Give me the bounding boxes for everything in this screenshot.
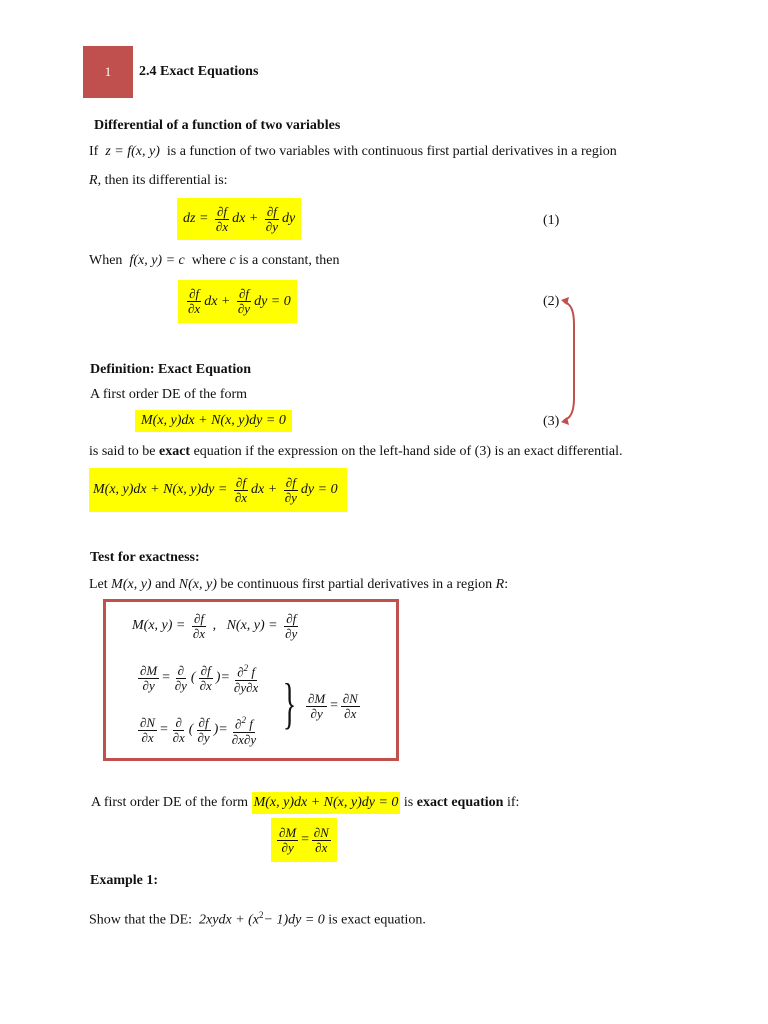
text-when: When [89,253,123,268]
example-heading: Example 1: [90,873,159,888]
paragraph-when [89,252,339,270]
frac-df-dy: $\frac{\partial f}{\partial y}$ [265,203,278,234]
example-line [89,906,426,930]
equation-1-label: (1) [543,213,560,228]
right-brace: } [282,673,297,735]
frac-df-dx-4: $\frac{\partial f}{\partial x}$ [234,474,248,505]
condition-line [91,792,519,814]
text-equation-if: equation if the expression on the left-hand side of (3) is an exact differential. [193,444,623,459]
section-title: 2.4 Exact Equations [139,64,259,79]
frac-d-dx: $\frac{\partial}{\partial x}$ [172,714,185,745]
frac-df-dx-inner: $\frac{\partial f}{\partial x}$ [199,662,212,693]
text-if: If [89,144,99,159]
equation-2: $\frac{\partial f}{\partial x}$ dx + $\frac{\partial f}{\partial y}$ dy = 0 [178,280,297,323]
math-z-equals-f: z = f(x, y) [105,144,160,159]
frac-d2f-dxdy: $\frac{\partial^2 f}{\partial x\partial y}$ [231,715,257,747]
text-exact: exact [159,444,191,459]
condition-fraction-equation: $\frac{\partial M}{\partial y}$ = $\frac{\partial N}{\partial x}$ [271,818,337,862]
box-condition: $\frac{\partial M}{\partial y}$ = $\frac{\partial N}{\partial x}$ [308,690,358,721]
frac-d-dy: $\frac{\partial}{\partial y}$ [174,662,187,693]
text-function-description: is a function of two variables with continuous first partial derivatives in a region [166,144,617,159]
text-first-order: A first order DE of the form [91,795,249,810]
text-be-continuous: be continuous first partial derivatives in a region [220,577,493,592]
frac-df-dx: $\frac{\partial f}{\partial x}$ [215,203,229,234]
frac-dN-dx-2: $\frac{\partial N}{\partial x}$ [342,690,358,721]
box-M: M(x, y) = [132,618,186,633]
frac-df-dx-2: $\frac{\partial f}{\partial x}$ [188,286,201,316]
frac-dM-dy-2: $\frac{\partial M}{\partial y}$ [308,690,326,721]
equation-4: M(x, y)dx + N(x, y)dy = $\frac{\partial f}{\partial x}$ dx + $\frac{\partial f}{\partial y}$ dy = 0 [89,468,347,512]
box-line-M-N: M(x, y) = $\frac{\partial f}{\partial x}$ , N(x, y) = $\frac{\partial f}{\partial y}$ [132,610,298,641]
definition-line-2 [89,443,623,461]
math-M: M(x, y) [111,577,152,592]
math-R: R [89,173,98,188]
test-heading: Test for exactness: [90,550,200,565]
text-is-said: is said to be [89,444,156,459]
frac-df-dy-box: $\frac{\partial f}{\partial y}$ [285,610,298,641]
page-number: 1 [104,64,112,79]
equation-3-text: M(x, y)dx + N(x, y)dy = 0 [141,413,286,428]
text-where: where [191,253,226,268]
paragraph-line-1 [89,143,617,161]
text-exact-equation: exact equation [416,795,504,810]
box-N: N(x, y) = [226,618,278,633]
equation-1: dz = $\frac{\partial f}{\partial x}$ dx + $\frac{\partial f}{\partial y}$ dy [177,198,301,240]
paragraph-line-2 [89,172,228,190]
frac-d2f-dydx: $\frac{\partial^2 f}{\partial y\partial x}$ [233,663,259,695]
box-line-dN-dx: $\frac{\partial N}{\partial x}$ = $\frac{\partial}{\partial x}$ ( $\frac{\partial f}{\partial y}$ )= $\frac{\partial^2 f}{\partial x\partial y}$ [140,714,257,747]
text-colon: : [504,577,509,592]
equation-2-label: (2) [543,294,560,309]
math-N: N(x, y) [178,577,217,592]
exactness-test-box [103,599,399,761]
condition-equation: M(x, y)dx + N(x, y)dy = 0 [252,792,401,814]
equation-4-left: M(x, y)dx + N(x, y)dy = [93,482,228,497]
frac-df-dy-inner: $\frac{\partial f}{\partial y}$ [197,714,210,745]
frac-df-dx-box: $\frac{\partial f}{\partial x}$ [192,610,206,641]
text-let: Let [89,577,108,592]
text-show-that: Show that the DE: [89,912,193,928]
definition-line-1: A first order DE of the form [90,387,248,402]
example-eq-exponent: 2 [259,910,264,920]
frac-dN-dx: $\frac{\partial N}{\partial x}$ [140,714,156,745]
page-number-badge [83,46,133,98]
definition-heading: Definition: Exact Equation [90,362,252,377]
math-c: c [229,253,236,268]
frac-dN-dx-3: $\frac{\partial N}{\partial x}$ [313,824,329,855]
equation-3 [135,410,292,432]
connector-arrow [558,294,582,428]
subsection-heading-differential: Differential of a function of two variables [94,118,341,133]
text-is: is [403,795,414,810]
text-is-constant: is a constant, then [239,253,340,268]
math-f-equals-c: f(x, y) = c [129,253,185,268]
text-and: and [155,577,176,592]
text-is-exact: is exact equation. [328,912,426,928]
equation-3-label: (3) [543,414,560,429]
example-eq-part-b: − 1)dy = 0 [263,912,325,928]
frac-df-dy-4: $\frac{\partial f}{\partial y}$ [284,474,297,505]
text-then-differential: , then its differential is: [97,173,228,188]
example-eq-part-a: 2xydx + (x [199,912,260,928]
box-line-dM-dy: $\frac{\partial M}{\partial y}$ = $\frac{\partial}{\partial y}$ ( $\frac{\partial f}{\partial x}$ )= $\frac{\partial^2 f}{\partial y\partial x}$ [140,662,259,695]
frac-dM-dy-3: $\frac{\partial M}{\partial y}$ [279,824,297,855]
test-line [89,576,508,594]
frac-dM-dy: $\frac{\partial M}{\partial y}$ [140,662,158,693]
frac-df-dy-2: $\frac{\partial f}{\partial y}$ [237,286,251,316]
math-R-2: R [495,577,505,592]
text-if-colon: if: [506,795,520,810]
